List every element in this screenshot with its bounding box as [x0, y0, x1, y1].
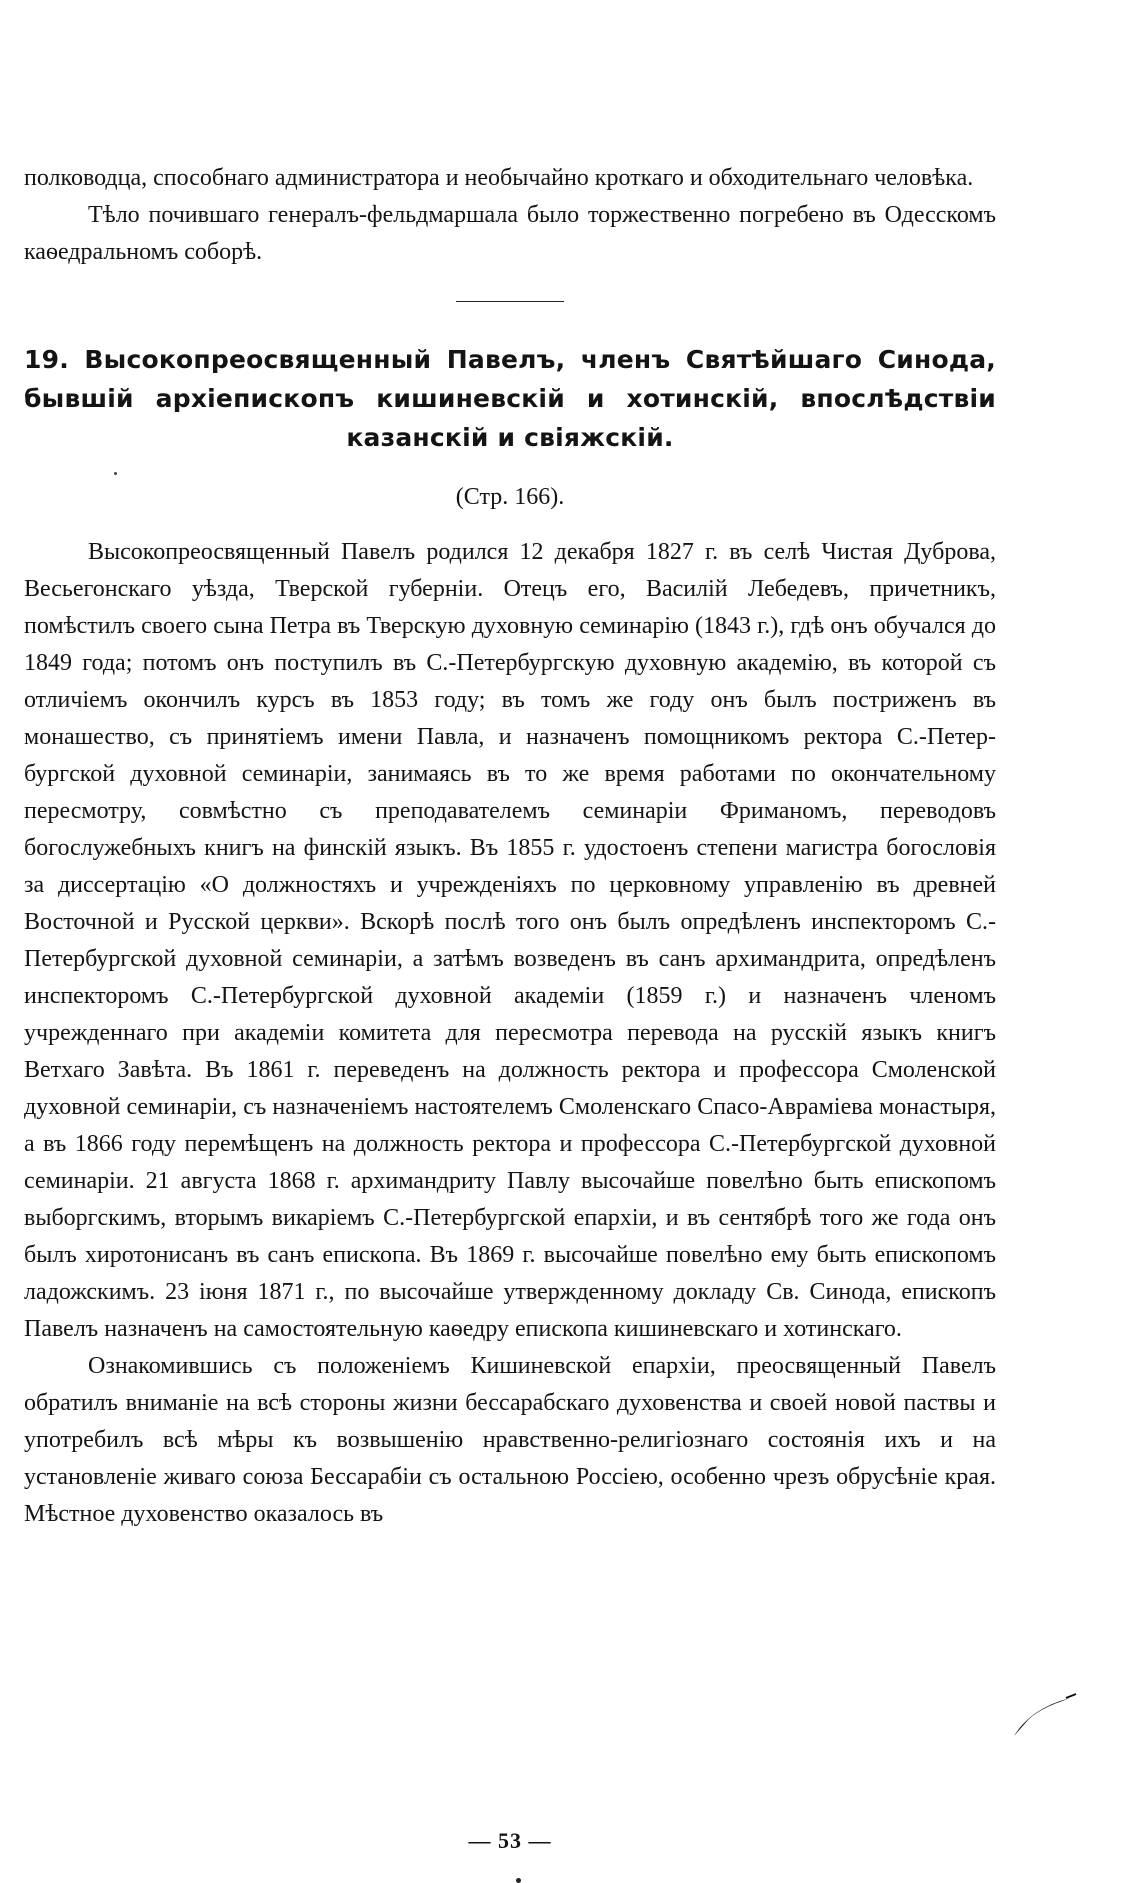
ink-speck [114, 472, 117, 475]
paragraph-kishinev: Ознакомившись съ положеніемъ Кишиневской епархіи, преосвященный Павелъ обратилъ вниманіе на всѣ стороны жизни бессарабскаго духовенства и своей новой паствы и употребилъ всѣ мѣры къ возвышенію нравственно-религіознаго состоянія ихъ и на установленіе живаго союза Бессарабіи съ остальною Россіею, особенно чрезъ обрусѣніе края. Мѣстное духовенство оказалось въ [24, 1353, 996, 1527]
page-number: — 53 — [468, 1828, 552, 1853]
pen-stroke-mark [1010, 1690, 1080, 1740]
document-page [24, 160, 996, 1853]
paragraph-biography: Высокопреосвященный Павелъ родился 12 декабря 1827 г. въ селѣ Чистая Дуброва, Весьегонскаго уѣзда, Тверской губерніи. Отецъ его, Василій Лебедевъ, причетникъ, помѣстилъ своего сына Петра въ Тверскую духовную семинарію (1843 г.), гдѣ онъ обучался до 1849 года; потомъ онъ поступилъ въ С.-Петербургскую духовную академію, въ которой съ отличіемъ окончилъ курсъ въ 1853 году; въ томъ же году онъ былъ постриженъ въ монашество, съ принятіемъ имени Павла, и назначенъ помощникомъ ректора С.-Петербургской духовной семинаріи, занимаясь въ то же время работами по окончательному пересмотру, совмѣстно съ преподавателемъ семинаріи Фриманомъ, переводовъ богослужебныхъ книгъ на финскій языкъ. Въ 1855 г. удостоенъ степени магистра богословія за диссертацію «О должностяхъ и учрежденіяхъ по церковному управленію въ древней Восточной и Русской церкви». Вскорѣ послѣ того онъ былъ опредѣленъ инспекторомъ С.-Петербургской духовной семинаріи, а затѣмъ возведенъ въ санъ архимандрита, опредѣленъ инспекторомъ С.-Петербургской духовной академіи (1859 г.) и назначенъ членомъ учрежденнаго при академіи комитета для пересмотра перевода на русскій языкъ книгъ Ветхаго Завѣта. Въ 1861 г. переведенъ на должность ректора и профессора Смоленской духовной семинаріи, съ назначеніемъ настоятелемъ Смоленскаго Спасо-Авраміева монастыря, а въ 1866 году перемѣщенъ на должность ректора и профессора С.-Петербургской духовной семинаріи. 21 августа 1868 г. архимандриту Павлу высочайше повелѣно быть епископомъ выборгскимъ, вторымъ викаріемъ С.-Петербургской епархіи, и въ сентябрѣ того же года онъ былъ хиротонисанъ въ санъ епископа. Въ 1869 г. высочайше повелѣно ему быть епископомъ ладожскимъ. 23 іюня 1871 г., по высочайше утвержденному докладу Св. Синода, епископъ Павелъ назначенъ на самостоятельную каѳедру епископа кишиневскаго и хотинскаго. [24, 539, 996, 1342]
page-reference: (Стр. 166). [455, 484, 565, 510]
paragraph-burial: Тѣло почившаго генералъ-фельдмаршала было торжественно погребено въ Одесскомъ каѳедральномъ соборѣ. [24, 202, 996, 265]
ink-dot [516, 1878, 521, 1883]
section-divider [456, 301, 564, 302]
section-heading: 19. Высокопреосвященный Павелъ, членъ Святѣйшаго Синода, бывшій архіепископъ кишиневскій и хотинскій, впослѣдствіи казанскій и свіяжскій. [24, 345, 996, 452]
paragraph-continued: полководца, способнаго администратора и необычайно кроткаго и обходительнаго человѣка. [24, 165, 974, 191]
